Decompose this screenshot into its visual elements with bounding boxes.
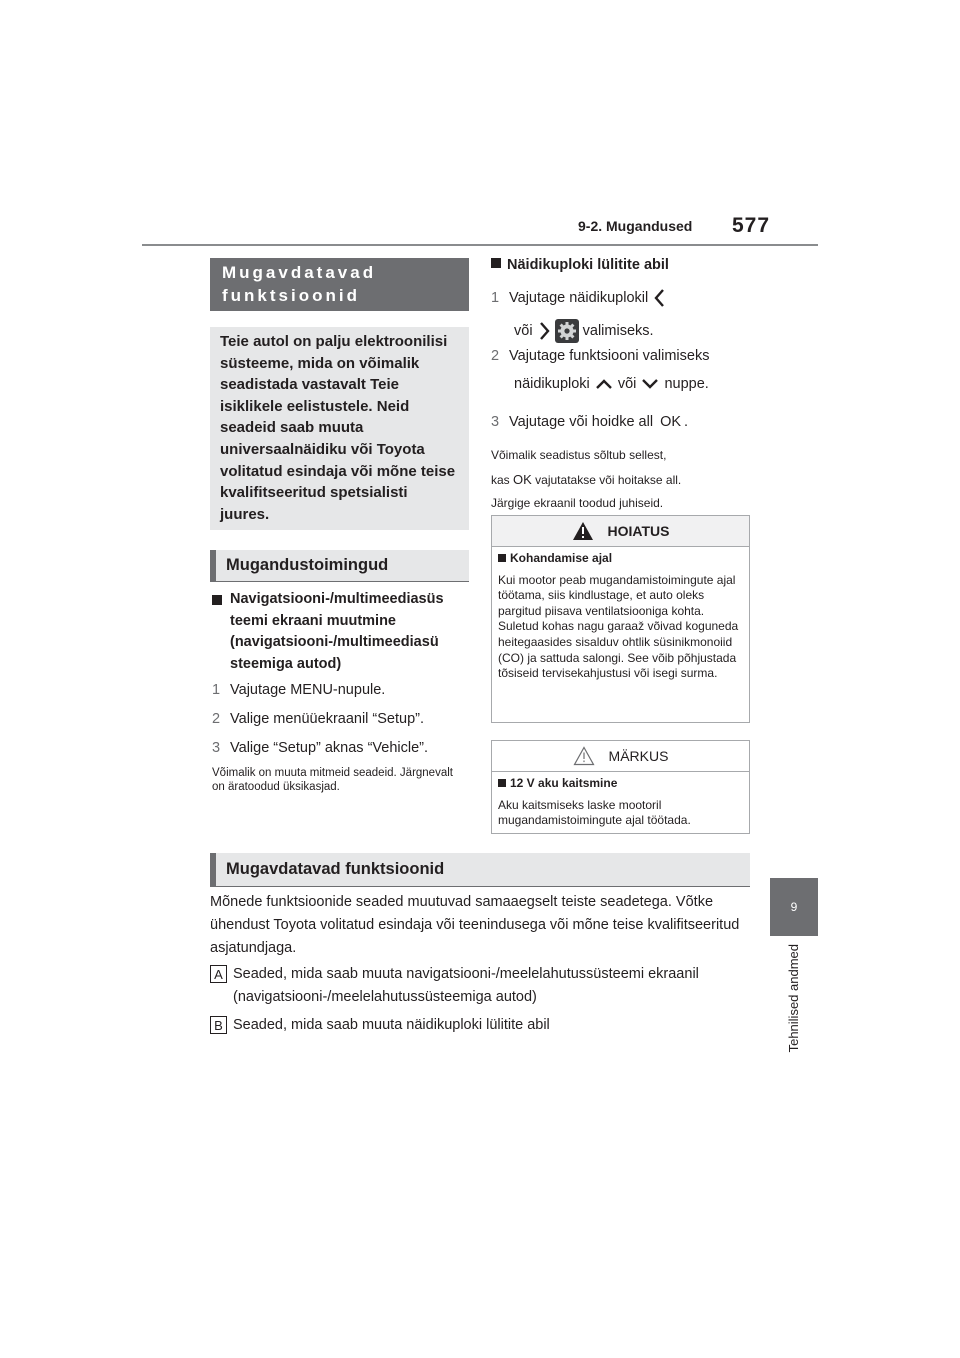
notice-header: MÄRKUS: [492, 741, 749, 772]
label-b-icon: B: [210, 1016, 227, 1034]
warning-box: HOIATUS Kohandamise ajal Kui mootor peab mugandamistoimingute ajal töötama, siis kindlustage, et auto oleks pargitud piisava ventilatsiooniga kohta. Suletud kohas nagu garaaž võivad koguneda heitegaasides sisalduv ohtlik süsinikmonoiid (CO) ja sattuda salongi. See võib põhjustada tõsiseid tervisekahjustusi või isegi surma.: [491, 515, 750, 723]
nav-heading: Navigatsiooni-/multimeediasüs teemi ekraani muutmine (navigatsiooni-/multimeediasü steemiga autod): [212, 589, 472, 675]
step-item: 1 Vajutage MENU-nupule.: [212, 682, 386, 698]
feature-item-a: A Seaded, mida saab muuta navigatsiooni-/meelelahutussüsteemi ekraanil (navigatsiooni-/meelelahutussüsteemiga autod): [210, 963, 755, 1009]
ok-button-label: OK: [660, 414, 682, 430]
section-header: 9-2. Mugandused: [578, 218, 693, 234]
intro-text: Teie autol on palju elektroonilisi süsteeme, mida on võimalik seadistada vastavalt Teie isiklikele eelistustele. Neid seadeid saab muuta universaalnäidiku või Toyota volitatud esindaja või mõne teise kvalifitseeritud spetsialisti juures.: [210, 327, 469, 530]
square-bullet-icon: [491, 258, 501, 268]
chapter-tab: 9: [770, 878, 818, 936]
ok-button-label: OK: [513, 471, 532, 487]
notice-triangle-icon: [573, 746, 595, 766]
header-rule: [142, 244, 818, 246]
chevron-down-icon: [640, 377, 660, 391]
gear-icon: [555, 319, 579, 343]
meter-step-3: 3 Vajutage või hoidke all OK .: [491, 414, 689, 430]
page-number: 577: [732, 214, 771, 237]
warning-triangle-icon: [572, 521, 594, 541]
meter-note: Võimalik seadistus sõltub sellest, kas OK vajutatakse või hoitakse all. Järgige ekraanil toodud juhiseid.: [491, 448, 682, 510]
nav-note: Võimalik on muuta mitmeid seadeid. Järgnevalt on äratoodud üksikasjad.: [212, 767, 453, 793]
notice-text: Aku kaitsmiseks laske mootoril mugandamistoimingute ajal töötada.: [498, 797, 691, 828]
section-title-customization: Mugandustoimingud: [210, 550, 469, 582]
square-bullet-icon: [212, 595, 222, 605]
chapter-label: Tehnilised andmed: [786, 944, 801, 1053]
notice-box: MÄRKUS 12 V aku kaitsmine Aku kaitsmiseks laske mootoril mugandamistoimingute ajal töötada.: [491, 740, 750, 834]
meter-step-2: 2 Vajutage funktsiooni valimiseks näidikuploki või nuppe.: [491, 348, 710, 392]
label-a-icon: A: [210, 965, 227, 983]
step-list: [212, 680, 472, 758]
chevron-left-icon: [652, 287, 668, 309]
intro-title: Mugavdatavad funktsioonid: [210, 258, 469, 311]
chevron-up-icon: [594, 377, 614, 391]
square-bullet-icon: [498, 554, 506, 562]
meter-heading: Näidikuploki lülitite abil: [491, 255, 669, 277]
section-title-features: Mugavdatavad funktsioonid: [210, 853, 750, 887]
square-bullet-icon: [498, 779, 506, 787]
warning-header: HOIATUS: [492, 516, 749, 547]
chevron-right-icon: [537, 320, 551, 342]
step-item: 2 Valige menüüekraanil “Setup”.: [212, 711, 425, 727]
meter-step-1: 1 Vajutage näidikuplokil või valimiseks.: [491, 287, 751, 349]
feature-item-b: B Seaded, mida saab muuta näidikuploki lülitite abil: [210, 1014, 755, 1037]
warning-text: Kui mootor peab mugandamistoimingute ajal töötama, siis kindlustage, et auto oleks pargitud piisava ventilatsiooniga kohta. Suletud kohas nagu garaaž võivad koguneda heitegaasides sisalduv ohtlik süsinikmonoiid (CO) ja sattuda salongi. See võib põhjustada tõsiseid tervisekahjustusi või isegi surma.: [498, 572, 739, 681]
step-item: 3 Valige “Setup” aknas “Vehicle”.: [212, 740, 429, 756]
features-paragraph: Mõnede funktsioonide seaded muutuvad samaaegselt teiste seadetega. Võtke ühendust Toyota volitatud esindaja või teenindusega või mõne teise kvalifitseeritud asjatundjaga.: [210, 894, 740, 956]
